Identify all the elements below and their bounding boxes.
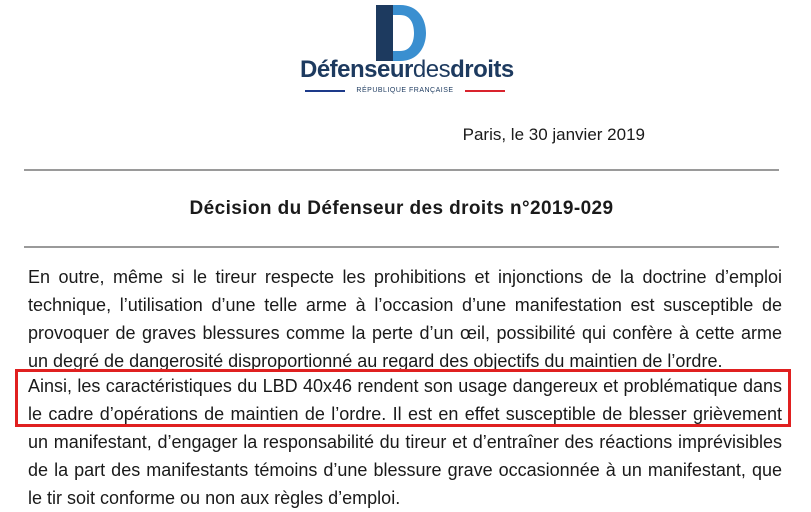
logo-wordmark-end: droits <box>450 56 514 83</box>
paragraph-line: technique, l’utilisation d’une telle arme à l’occasion d’une manifestation est susceptible de <box>28 295 782 315</box>
defenseur-des-droits-logo <box>300 5 514 97</box>
title-top-rule <box>24 169 779 171</box>
paragraph-line: provoquer de graves blessures comme la perte d’un œil, possibilité qui confère à cette arme <box>28 323 782 343</box>
decision-title: Décision du Défenseur des droits n°2019-029 <box>189 198 614 219</box>
document-date: Paris, le 30 janvier 2019 <box>462 125 645 144</box>
paragraph-line: de la part des manifestants témoins d’une blessure grave occasionnée à un manifestant, que <box>28 460 782 480</box>
logo-tricolor-bars <box>305 87 505 95</box>
paragraph-line: un degré de dangerosité disproportionné au regard des objectifs du maintien de l’ordre. <box>28 351 723 371</box>
logo-wordmark-bold: Défenseur <box>300 56 413 83</box>
title-bottom-rule <box>24 246 779 248</box>
paragraph-line: le tir soit conforme ou non aux règles d’emploi. <box>28 488 401 508</box>
logo-wordmark <box>300 56 514 84</box>
highlight-box <box>15 369 791 427</box>
logo-subtitle: RÉPUBLIQUE FRANÇAISE <box>356 87 454 94</box>
logo-d-emblem-icon <box>376 5 426 61</box>
paragraph-line: le cadre d’opérations de maintien de l’ordre. Il est en effet susceptible de blesser grièvement <box>28 404 782 424</box>
paragraph-line: un manifestant, d’engager la responsabilité du tireur et d’entraîner des réactions imprévisibles <box>28 432 782 452</box>
paragraph-1 <box>28 263 782 375</box>
paragraph-line: En outre, même si le tireur respecte les prohibitions et injonctions de la doctrine d’emploi <box>28 267 782 287</box>
paragraph-line: Ainsi, les caractéristiques du LBD 40x46 rendent son usage dangereux et problématique dans <box>28 376 782 396</box>
logo-red-bar <box>465 90 505 92</box>
logo-wordmark-light: des <box>412 56 451 83</box>
